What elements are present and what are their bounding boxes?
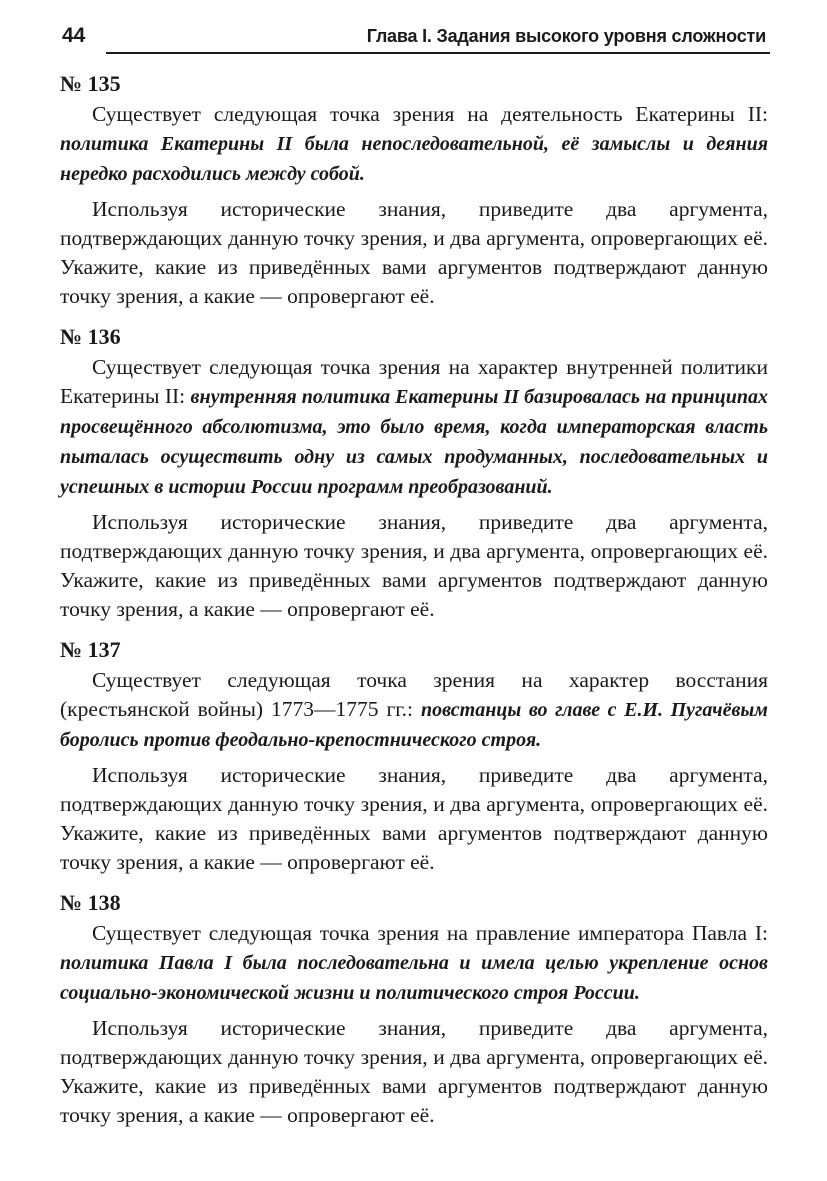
statement-intro: Существует следующая точка зрения на характер внутренней политики Екатерины II: — [60, 355, 768, 408]
task-number: № 136 — [60, 324, 121, 349]
statement-intro: Существует следующая точка зрения на характер восстания (крестьянской войны) 1773—1775 гг.: — [60, 668, 768, 721]
statement-viewpoint: внутренняя политика Екатерины II базировалась на принципах просвещённого абсолютизма, это было время, когда императорская власть пыталась осуществить одну из самых продуманных, последовательных и успешных в истории России программ преобразований. — [60, 386, 768, 498]
task-statement — [60, 919, 768, 1008]
task-question: Используя исторические знания, приведите два аргумента, подтверждающих данную точку зрения, и два аргумента, опровергающих её. Укажите, какие из приведённых вами аргументов подтверждают данную точку зрения, а какие — опровергают её. — [60, 763, 768, 874]
task-135 — [60, 70, 768, 311]
task-138 — [60, 889, 768, 1130]
task-statement — [60, 100, 768, 189]
statement-viewpoint: повстанцы во главе с Е.И. Пугачёвым боролись против феодально-крепостнического строя. — [60, 699, 769, 751]
task-number: № 137 — [60, 637, 121, 662]
task-statement — [60, 353, 768, 502]
running-header — [62, 22, 770, 54]
task-136 — [60, 323, 768, 624]
statement-viewpoint: политика Екатерины II была непоследовательной, её замыслы и деяния нередко расходились между собой. — [60, 133, 768, 185]
task-number: № 138 — [60, 890, 121, 915]
statement-intro: Существует следующая точка зрения на деятельность Екатерины II: — [92, 102, 768, 126]
task-statement — [60, 666, 768, 755]
statement-viewpoint: политика Павла I была последовательна и имела целью укрепление основ социально-экономической жизни и политического строя России. — [60, 952, 768, 1004]
task-number: № 135 — [60, 71, 121, 96]
chapter-title: Глава I. Задания высокого уровня сложности — [366, 26, 766, 46]
page-content — [60, 70, 768, 1142]
statement-intro: Существует следующая точка зрения на правление императора Павла I: — [92, 921, 768, 945]
page-number: 44 — [62, 24, 86, 47]
task-question: Используя исторические знания, приведите два аргумента, подтверждающих данную точку зрения, и два аргумента, опровергающих её. Укажите, какие из приведённых вами аргументов подтверждают данную точку зрения, а какие — опровергают её. — [60, 510, 768, 621]
task-137 — [60, 636, 768, 877]
task-question: Используя исторические знания, приведите два аргумента, подтверждающих данную точку зрения, и два аргумента, опровергающих её. Укажите, какие из приведённых вами аргументов подтверждают данную точку зрения, а какие — опровергают её. — [60, 197, 768, 308]
task-question: Используя исторические знания, приведите два аргумента, подтверждающих данную точку зрения, и два аргумента, опровергающих её. Укажите, какие из приведённых вами аргументов подтверждают данную точку зрения, а какие — опровергают её. — [60, 1016, 768, 1127]
header-rule — [106, 52, 770, 54]
